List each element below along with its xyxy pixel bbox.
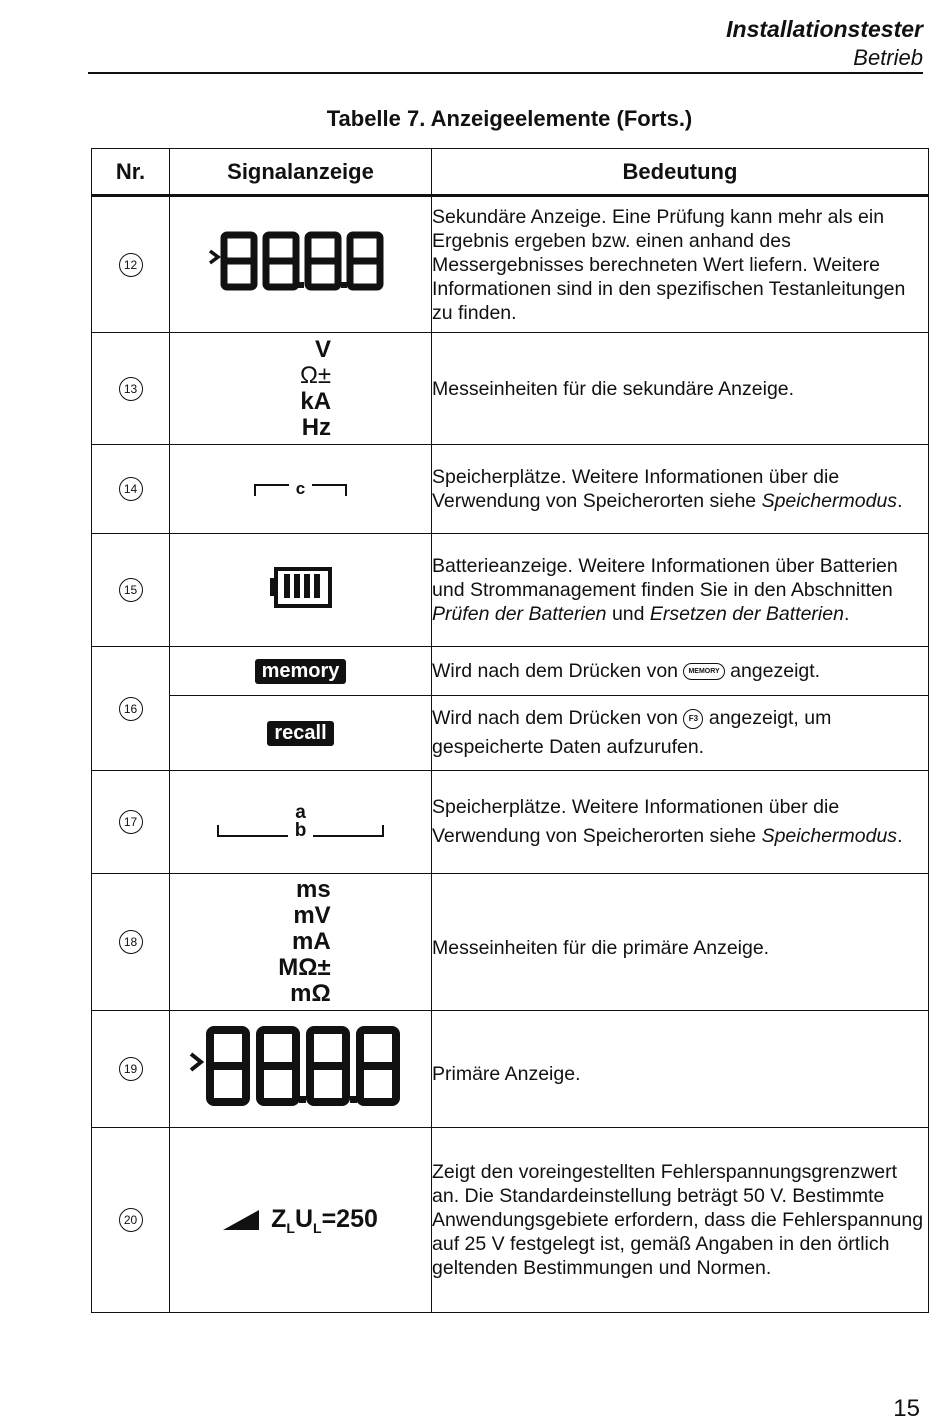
battery-icon bbox=[269, 566, 333, 610]
header-subtitle: Betrieb bbox=[853, 45, 923, 70]
table-row bbox=[92, 445, 929, 534]
row-number-badge: 13 bbox=[119, 377, 143, 401]
table-row bbox=[92, 647, 929, 696]
row-number-badge: 19 bbox=[119, 1057, 143, 1081]
row-number-badge: 12 bbox=[119, 253, 143, 277]
table-row bbox=[92, 1128, 929, 1313]
row-number-badge: 20 bbox=[119, 1208, 143, 1232]
table-row bbox=[92, 534, 929, 647]
memory-label-icon: memory bbox=[255, 659, 347, 684]
recall-label-icon: recall bbox=[267, 721, 333, 746]
row-meaning: Messeinheiten für die primäre Anzeige. bbox=[432, 874, 929, 1011]
table-row bbox=[92, 333, 929, 445]
table-row bbox=[92, 196, 929, 333]
display-elements-table bbox=[91, 148, 929, 1313]
secondary-display-digits-icon bbox=[206, 227, 396, 297]
primary-units-icon: ms mV mA MΩ± mΩ bbox=[278, 876, 331, 1007]
f3-key-icon: F3 bbox=[683, 709, 703, 729]
row-meaning: Sekundäre Anzeige. Eine Prüfung kann mehr als ein Ergebnis ergeben bzw. einen anhand des Messergebnisses berechneten Wert liefern. Weitere Informationen sind in den spezifischen Testanleitungen zu finden. bbox=[432, 196, 929, 333]
column-header-meaning: Bedeutung bbox=[432, 149, 929, 196]
row-meaning: Speicherplätze. Weitere Informationen über die Verwendung von Speicherorten siehe Speichermodus. bbox=[432, 771, 929, 874]
memory-key-icon: MEMORY bbox=[683, 663, 724, 680]
table-row bbox=[92, 696, 929, 771]
column-header-signal: Signalanzeige bbox=[170, 149, 432, 196]
table-caption: Tabelle 7. Anzeigeelemente (Forts.) bbox=[326, 106, 693, 131]
header-title: Installationstester bbox=[726, 16, 923, 42]
memory-location-ab-bracket-icon: a b bbox=[170, 804, 431, 840]
row-meaning: Speicherplätze. Weitere Informationen über die Verwendung von Speicherorten siehe Speichermodus. bbox=[432, 445, 929, 534]
primary-display-digits-icon bbox=[188, 1022, 414, 1112]
row-meaning: Primäre Anzeige. bbox=[432, 1011, 929, 1128]
row-number-badge: 15 bbox=[119, 578, 143, 602]
memory-location-bracket-icon: c bbox=[170, 482, 431, 496]
row-meaning: Batterieanzeige. Weitere Informationen über Batterien und Strommanagement finden Sie in den Abschnitten Prüfen der Batterien und Ersetzen der Batterien. bbox=[432, 534, 929, 647]
row-number-badge: 16 bbox=[119, 697, 143, 721]
row-number-badge: 14 bbox=[119, 477, 143, 501]
header-rule bbox=[88, 72, 923, 74]
row-meaning: Zeigt den voreingestellten Fehlerspannungsgrenzwert an. Die Standardeinstellung beträgt 50 V. Bestimmte Anwendungsgebiete erfordern, dass die Fehlerspannung auf 25 V festgelegt ist, gemäß Angaben in den örtlich geltenden Bestimmungen und Normen. bbox=[432, 1128, 929, 1313]
row-number-badge: 18 bbox=[119, 930, 143, 954]
row-number-badge: 17 bbox=[119, 810, 143, 834]
secondary-units-icon: V Ω± kA Hz bbox=[299, 335, 332, 441]
row-meaning: Wird nach dem Drücken von MEMORY angezeigt. bbox=[432, 647, 929, 696]
column-header-nr: Nr. bbox=[92, 149, 170, 196]
table-row bbox=[92, 771, 929, 874]
table-row bbox=[92, 1011, 929, 1128]
row-meaning: Wird nach dem Drücken von F3 angezeigt, um gespeicherte Daten aufzurufen. bbox=[432, 696, 929, 771]
table-row bbox=[92, 874, 929, 1011]
table-header-row bbox=[92, 149, 929, 196]
fault-voltage-limit-icon: $Z_LU_L=250$ bbox=[223, 1205, 378, 1233]
row-meaning: Messeinheiten für die sekundäre Anzeige. bbox=[432, 333, 929, 445]
page-number: 15 bbox=[893, 1395, 920, 1422]
